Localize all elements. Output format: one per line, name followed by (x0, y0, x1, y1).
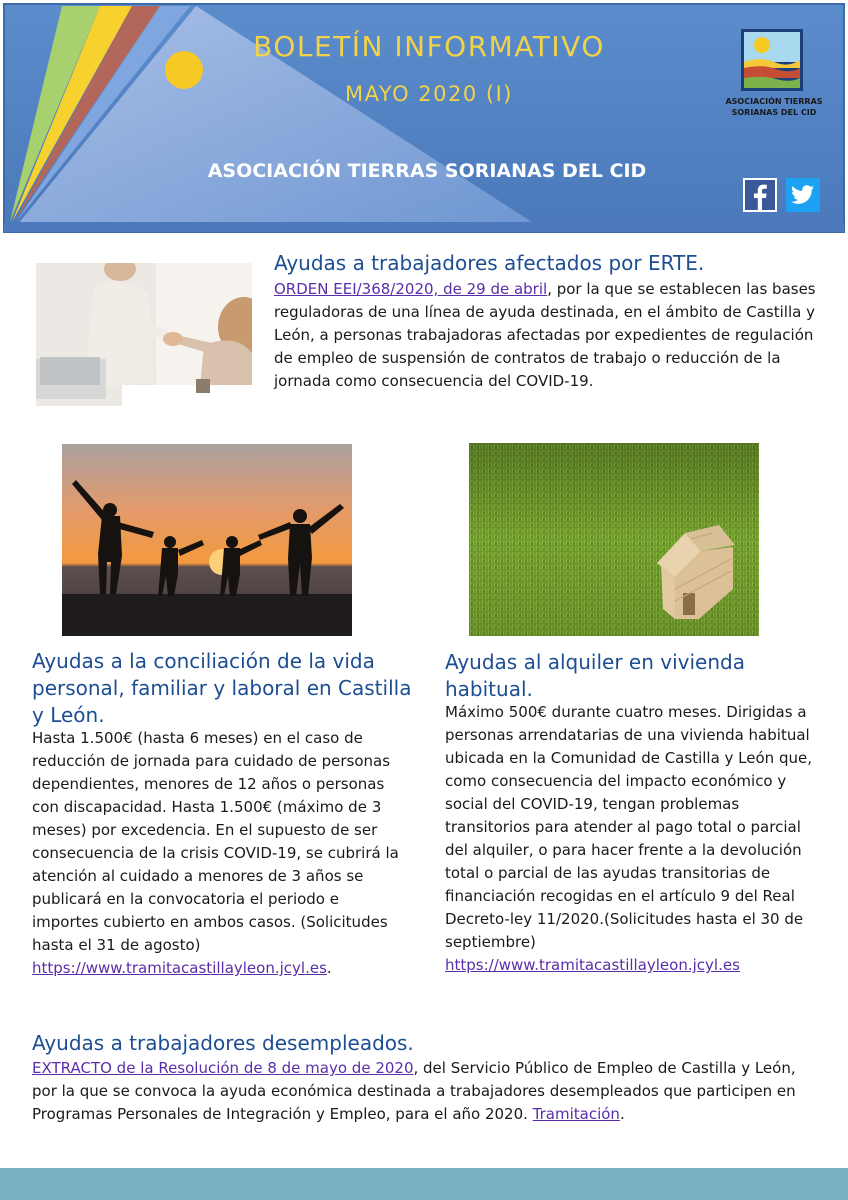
article-heading-erte: Ayudas a trabajadores afectados por ERTE. (274, 251, 705, 275)
tramita-link[interactable]: https://www.tramitacastillayleon.jcyl.es (445, 956, 740, 974)
organization-name: ASOCIACIÓN TIERRAS SORIANAS DEL CID (207, 160, 647, 182)
footer-bar (0, 1168, 848, 1200)
article-text: , por la que se establecen las bases reguladoras de una línea de ayuda destinada, en el ámbito de Castilla y León, a personas trabajadoras afectadas por expedientes de regulación de empleo de suspensión de contratos de trabajo o reducción de la jornada como consecuencia del COVID-19. (274, 280, 816, 390)
extracto-resolucion-link[interactable]: EXTRACTO de la Resolución de 8 de mayo de 2020 (32, 1059, 414, 1077)
logo-caption-line: SORIANAS DEL CID (731, 108, 817, 117)
article-heading-desempleados: Ayudas a trabajadores desempleados. (32, 1031, 414, 1055)
association-logo (740, 28, 804, 92)
facebook-icon[interactable] (743, 178, 777, 212)
logo-caption-line: ASOCIACIÓN TIERRAS (725, 97, 823, 106)
newsletter-date: MAYO 2020 (I) (345, 82, 513, 106)
house-on-grass-photo (469, 443, 759, 636)
article-text: , del Servicio Público de Empleo de Castilla y León, por la que se convoca la ayuda económica destinada a trabajadores desempleados que participen en Programas Personales de Integración y Empleo, para el año 2020. (32, 1059, 796, 1123)
tramitacion-link[interactable]: Tramitación (532, 1105, 620, 1123)
newsletter-title: BOLETÍN INFORMATIVO (253, 30, 605, 63)
article-body-desempleados (32, 1057, 822, 1126)
article-body-erte (274, 278, 824, 393)
article-text: Hasta 1.500€ (hasta 6 meses) en el caso de reducción de jornada para cuidado de personas dependientes, menores de 12 años o personas con discapacidad. Hasta 1.500€ (máximo de 3 meses) por excedencia. En el supuesto de ser consecuencia de la crisis COVID-19, se cubrirá la atención al cuidado a menores de 3 años se publicará en la convocatoria el periodo e importes cubierto en ambos casos. (Solicitudes hasta el 31 de agosto) (32, 729, 399, 954)
link-suffix: . (326, 959, 332, 977)
link-suffix: . (619, 1105, 625, 1123)
article-heading-alquiler: Ayudas al alquiler en vivienda habitual. (445, 650, 745, 701)
article-text: Máximo 500€ durante cuatro meses. Dirigidas a personas arrendatarias de una vivienda habitual ubicada en la Comunidad de Castilla y León que, como consecuencia del impacto económico y social del COVID-19, tengan problemas transitorios para atender al pago total o parcial del alquiler, o para hacer frente a la devolución total o parcial de las ayudas transitorias de financiación recogidas en el artículo 9 del Real Decreto-ley 11/2020.(Solicitudes hasta el 30 de septiembre) (445, 703, 812, 951)
article-body-conciliacion (32, 727, 410, 980)
article-heading-conciliacion: Ayudas a la conciliación de la vida personal, familiar y laboral en Castilla y León. (32, 649, 412, 727)
handshake-photo (36, 263, 252, 406)
logo-caption (715, 96, 833, 118)
tramita-link[interactable]: https://www.tramitacastillayleon.jcyl.es (32, 959, 327, 977)
orden-eei-link[interactable]: ORDEN EEI/368/2020, de 29 de abril (274, 280, 548, 298)
twitter-icon[interactable] (786, 178, 820, 212)
article-body-alquiler (445, 701, 821, 977)
newsletter-header (0, 0, 848, 236)
family-sunset-photo (62, 444, 352, 636)
